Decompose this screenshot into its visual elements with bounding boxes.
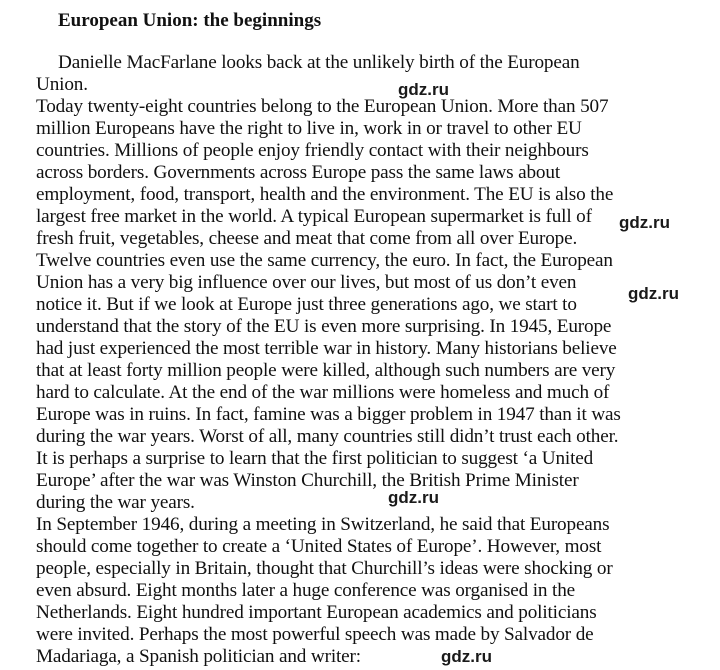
watermark: gdz.ru <box>619 213 670 232</box>
watermark: gdz.ru <box>388 488 439 507</box>
text-line: million Europeans have the right to live in, work in or travel to other EU <box>36 118 582 139</box>
text-line: Madariaga, a Spanish politician and writer: <box>36 646 361 667</box>
watermark: gdz.ru <box>441 647 492 666</box>
watermark: gdz.ru <box>398 80 449 99</box>
text-line: Netherlands. Eight hundred important European academics and politicians <box>36 602 597 623</box>
text-line: Union. <box>36 74 88 95</box>
text-line: that at least forty million people were killed, although such numbers are very <box>36 360 616 381</box>
text-line: across borders. Governments across Europe pass the same laws about <box>36 162 561 183</box>
text-line: during the war years. <box>36 492 195 513</box>
text-line: had just experienced the most terrible war in history. Many historians believe <box>36 338 617 359</box>
text-line: Union has a very big influence over our lives, but most of us don’t even <box>36 272 577 293</box>
text-line: people, especially in Britain, thought that Churchill’s ideas were shocking or <box>36 558 613 579</box>
text-line: notice it. But if we look at Europe just three generations ago, we start to <box>36 294 577 315</box>
text-line: largest free market in the world. A typical European supermarket is full of <box>36 206 592 227</box>
text-line: countries. Millions of people enjoy friendly contact with their neighbours <box>36 140 589 161</box>
text-line: Europe was in ruins. In fact, famine was a bigger problem in 1947 than it was <box>36 404 621 425</box>
text-line: Danielle MacFarlane looks back at the unlikely birth of the European <box>58 52 580 73</box>
text-line: hard to calculate. At the end of the war millions were homeless and much of <box>36 382 610 403</box>
text-line: even absurd. Eight months later a huge conference was organised in the <box>36 580 576 601</box>
text-line: were invited. Perhaps the most powerful speech was made by Salvador de <box>36 624 594 645</box>
text-line: Today twenty-eight countries belong to the European Union. More than 507 <box>36 96 609 117</box>
text-line: should come together to create a ‘United States of Europe’. However, most <box>36 536 602 557</box>
article-title: European Union: the beginnings <box>58 10 322 31</box>
text-line: Twelve countries even use the same currency, the euro. In fact, the European <box>36 250 613 271</box>
text-line: It is perhaps a surprise to learn that the first politician to suggest ‘a United <box>36 448 594 469</box>
text-line: Europe’ after the war was Winston Churchill, the British Prime Minister <box>36 470 579 491</box>
text-line: employment, food, transport, health and the environment. The EU is also the <box>36 184 614 205</box>
text-line: understand that the story of the EU is even more surprising. In 1945, Europe <box>36 316 612 337</box>
text-line: fresh fruit, vegetables, cheese and meat that come from all over Europe. <box>36 228 578 249</box>
watermark: gdz.ru <box>628 284 679 303</box>
text-line: during the war years. Worst of all, many countries still didn’t trust each other. <box>36 426 619 447</box>
text-line: In September 1946, during a meeting in Switzerland, he said that Europeans <box>36 514 610 535</box>
